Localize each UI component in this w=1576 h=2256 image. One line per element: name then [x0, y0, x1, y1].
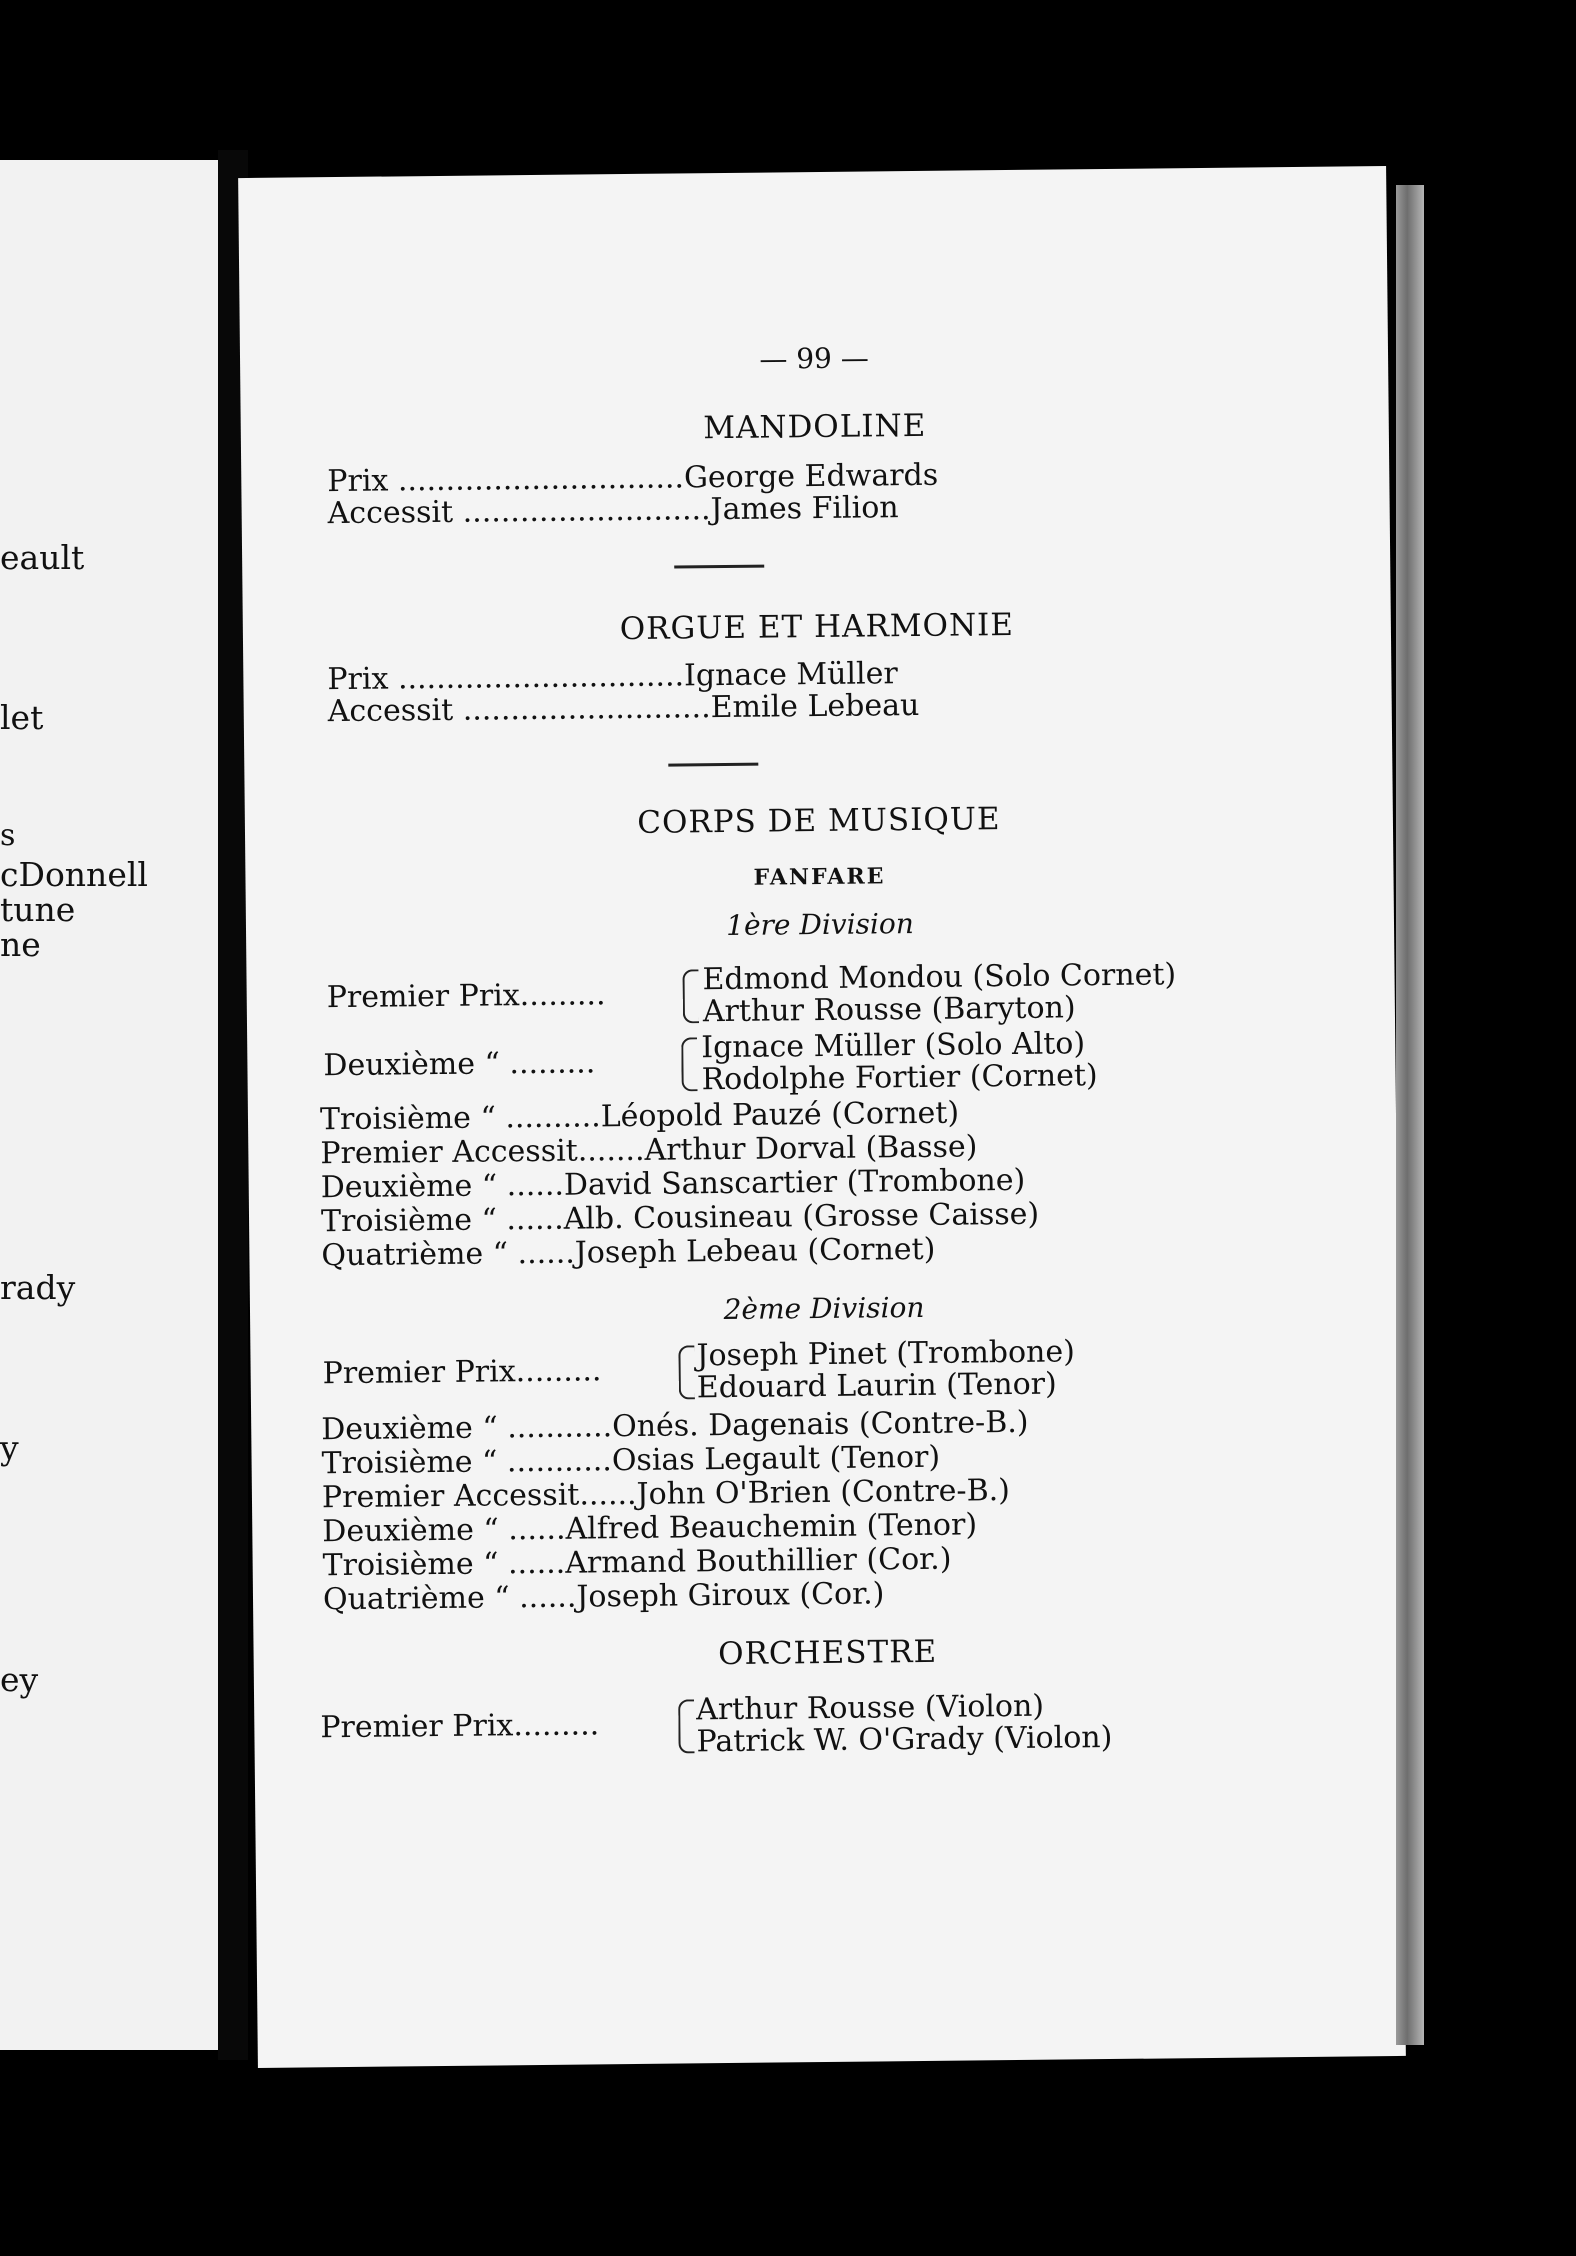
award-recipient: Armand Bouthillier (Cor.) — [565, 1541, 952, 1581]
award-label: Prix — [327, 463, 399, 500]
section-title-mandoline: MANDOLINE — [703, 407, 927, 447]
award-label: Deuxième “ ...... — [320, 1167, 565, 1206]
leader-dots: .............................. — [397, 658, 685, 697]
award-label: Premier Accessit....... — [320, 1132, 645, 1172]
award-row — [327, 491, 898, 531]
division-heading: 1ère Division — [725, 907, 914, 942]
page-edge — [1396, 185, 1424, 2045]
award-label: Deuxième “ ......... — [323, 1045, 596, 1084]
award-label: Deuxième “ ...... — [322, 1511, 566, 1550]
left-fragment: ne — [0, 925, 41, 964]
award-recipient: John O'Brien (Contre-B.) — [636, 1473, 1011, 1512]
left-fragment: y — [0, 1428, 19, 1467]
award-recipient: James Filion — [710, 490, 899, 528]
subsection-fanfare: FANFARE — [753, 863, 886, 891]
award-recipient: Joseph Giroux (Cor.) — [576, 1576, 885, 1615]
leader-dots: .............................. — [397, 460, 685, 499]
award-label: Premier Prix......... — [326, 977, 606, 1016]
award-recipient: Alb. Cousineau (Grosse Caisse) — [563, 1196, 1040, 1237]
section-divider — [668, 763, 758, 767]
leader-dots: .......................... — [462, 690, 711, 728]
award-recipient: Arthur Rousse (Baryton) — [702, 990, 1076, 1030]
award-row — [321, 1233, 935, 1273]
left-fragment: s — [0, 818, 16, 853]
award-label: Prix — [327, 661, 399, 698]
left-fragment: let — [0, 698, 44, 737]
award-recipient: Onés. Dagenais (Contre-B.) — [611, 1404, 1029, 1445]
award-recipient: Léopold Pauzé (Cornet) — [600, 1095, 960, 1135]
award-label: Premier Prix......... — [320, 1707, 600, 1746]
award-label: Troisième “ .......... — [319, 1099, 601, 1138]
award-label: Deuxième “ ........... — [321, 1409, 613, 1448]
award-recipient: Joseph Pinet (Trombone) — [696, 1334, 1076, 1374]
award-recipient: Alfred Beauchemin (Tenor) — [565, 1507, 978, 1547]
award-recipient: Emile Lebeau — [710, 687, 920, 726]
brace-bracket — [682, 969, 699, 1023]
award-label: Premier Accessit...... — [321, 1476, 637, 1516]
award-label: Troisième “ ........... — [321, 1443, 613, 1482]
award-recipient: Edouard Laurin (Tenor) — [696, 1366, 1057, 1406]
award-recipient: Joseph Lebeau (Cornet) — [574, 1231, 936, 1271]
book-page — [238, 166, 1406, 2068]
section-title-corps: CORPS DE MUSIQUE — [637, 801, 1001, 841]
award-label: Troisième “ ...... — [322, 1545, 566, 1584]
award-row — [323, 1577, 885, 1617]
section-divider — [674, 565, 764, 569]
award-label: Accessit — [327, 494, 463, 532]
award-recipient: David Sanscartier (Trombone) — [563, 1162, 1026, 1203]
left-fragment: rady — [0, 1268, 76, 1307]
section-title-orchestre: ORCHESTRE — [717, 1633, 938, 1673]
left-fragment: tune — [0, 890, 76, 929]
left-fragment: eault — [0, 538, 85, 577]
award-recipient: George Edwards — [683, 457, 939, 496]
award-row — [328, 689, 920, 729]
award-label: Premier Prix......... — [322, 1353, 602, 1392]
award-label: Quatrième “ ...... — [322, 1579, 577, 1618]
award-label: Troisième “ ...... — [320, 1201, 564, 1240]
award-recipient: Osias Legault (Tenor) — [611, 1439, 941, 1479]
left-page-fragment — [0, 160, 218, 2050]
section-title-orgue: ORGUE ET HARMONIE — [619, 606, 1015, 648]
award-label: Quatrième “ ...... — [321, 1235, 575, 1274]
left-fragment: ey — [0, 1660, 39, 1699]
division-heading: 2ème Division — [723, 1290, 925, 1327]
brace-bracket — [681, 1037, 698, 1091]
award-label: Accessit — [327, 692, 463, 730]
brace-bracket — [678, 1345, 695, 1399]
left-fragment: cDonnell — [0, 855, 148, 894]
award-recipient: Rodolphe Fortier (Cornet) — [701, 1058, 1098, 1098]
award-recipient: Patrick W. O'Grady (Violon) — [696, 1719, 1113, 1760]
award-recipient: Arthur Rousse (Violon) — [696, 1688, 1045, 1728]
award-recipient: Ignace Müller (Solo Alto) — [701, 1026, 1086, 1066]
brace-bracket — [678, 1699, 695, 1753]
award-recipient: Edmond Mondou (Solo Cornet) — [702, 957, 1177, 998]
leader-dots: .......................... — [462, 492, 711, 530]
page-number: — 99 — — [759, 341, 869, 376]
award-recipient: Arthur Dorval (Basse) — [644, 1129, 978, 1168]
award-recipient: Ignace Müller — [683, 656, 898, 694]
